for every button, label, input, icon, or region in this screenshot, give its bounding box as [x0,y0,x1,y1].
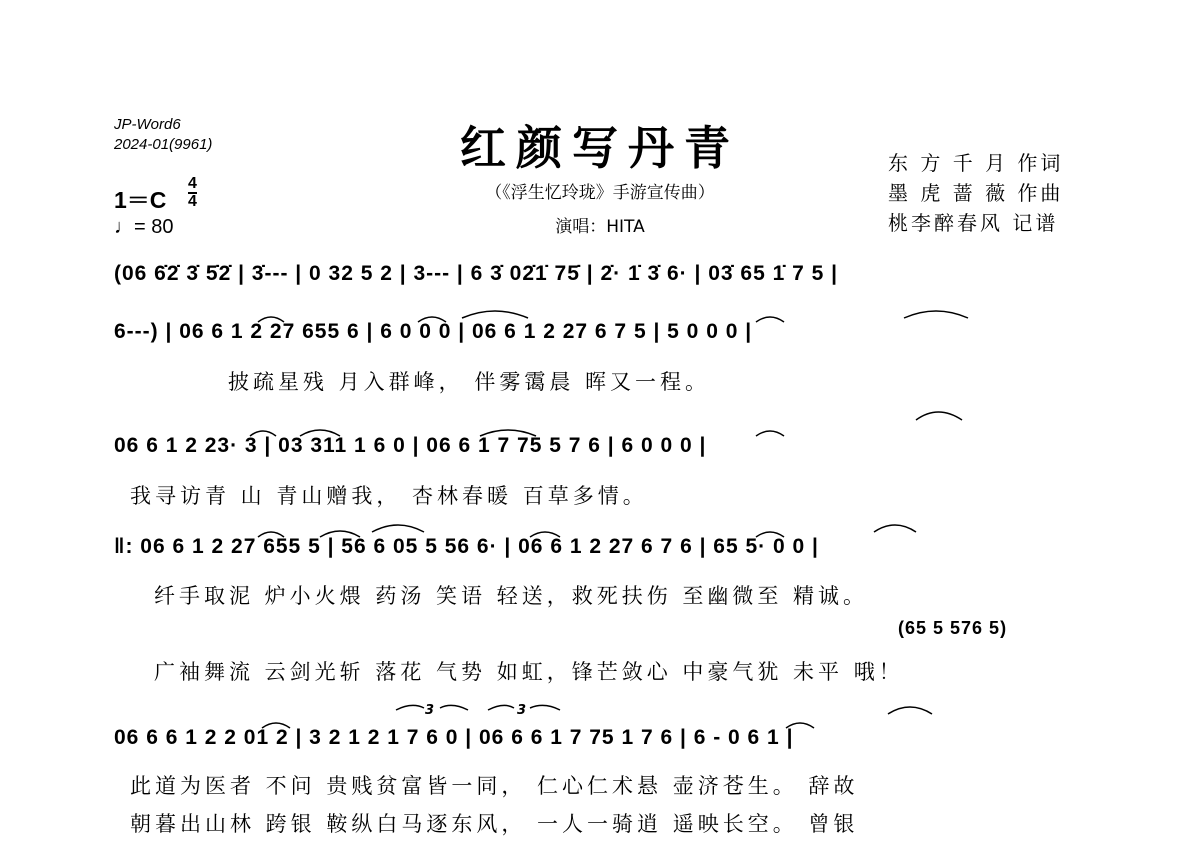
slur [530,532,560,537]
time-signature-bottom: 4 [188,193,197,210]
triplet-mark: 3 [425,703,435,718]
notation-line-1: (06 6̇2̇ 3̇ 5̇2̇ | 3̇--- | 0 32 5 2 | 3--- | 6 3̇ 02̇1̇ 75̇ | 2̇· 1̇ 3̇ 6· | 03̇ 65 1̇ 7 5 | [114,262,839,285]
slur [250,431,276,436]
slur [320,531,360,537]
slur [372,525,424,532]
notation-line-2: 6---) | 06 6 1 2 27 655 6 | 6 0 0 0 | 06 6 1 2 27 6 7 5 | 5 0 0 0 | [114,320,753,343]
slur [462,311,528,318]
notation-line-3: 06 6 1 2 23· 3 | 03 311 1 6 0 | 06 6 1 7 75 5 7 6 | 6 0 0 0 | [114,434,707,457]
slur [756,431,784,436]
key-signature: 1＝C [114,187,167,213]
slur [440,705,468,710]
notation-line-5: (65 5 576 5) [898,618,1008,638]
slur [396,705,424,710]
slur [488,705,514,710]
song-subtitle: （《浮生忆玲珑》手游宣传曲） [485,183,715,203]
song-title: 红颜写丹青 [460,121,740,175]
slur [756,532,784,537]
slur [786,723,814,728]
lyric-line-5: 此道为医者 不问 贵贱贫富皆一同， 仁心仁术悬 壶济苍生。 辞故 [130,774,859,798]
slur [300,430,340,436]
slur [874,525,916,532]
slur [904,311,968,318]
lyric-line-1: 披疏星残 月入群峰， 伴雾霭晨 晖又一程。 [228,370,711,394]
lyricist-credit: 东 方 千 月 作词 [888,151,1064,175]
singer-label: 演唱：HITA [555,217,645,237]
notation-line-6: 06 6 6 1 2 2 01 2 | 3 2 1 2 1 7 6 0 | 06 6 6 1 7 75 1 7 6 | 6 - 0 6 1 | [114,726,794,749]
slur [916,412,962,420]
transcriber-credit: 桃李醉春风 记谱 [888,211,1059,235]
slur [258,532,284,537]
tempo-marking: ♩= 80 [114,216,174,238]
lyric-line-3: 纤手取泥 炉小火煨 药汤 笑语 轻送，救死扶伤 至幽微至 精诚。 [154,584,869,608]
lyric-line-6: 朝暮出山林 跨银 鞍纵白马逐东风， 一人一骑逍 遥映长空。 曾银 [130,812,859,836]
notation-line-4: ‖: 06 6 1 2 27 655 5 | 56 6 05 5 56 6· | 06 6 1 2 27 6 7 6 | 65 5· 0 0 | [114,535,819,558]
slur [418,317,446,322]
slur [480,430,536,436]
slur [530,705,560,710]
lyric-line-4: 广袖舞流 云剑光斩 落花 气势 如虹，锋芒敛心 中豪气犹 未平 哦！ [154,660,904,684]
slur [888,707,932,714]
composer-credit: 墨 虎 蔷 薇 作曲 [888,181,1064,205]
version-label: 2024-01(9961) [114,136,213,153]
software-label: JP-Word6 [114,116,181,133]
triplet-mark: 3 [517,703,527,718]
slur [756,317,784,322]
slur [258,317,284,322]
slur [262,723,290,728]
time-signature-top: 4 [188,175,197,192]
lyric-line-2: 我寻访青 山 青山赠我， 杏林春暖 百草多情。 [130,484,648,508]
